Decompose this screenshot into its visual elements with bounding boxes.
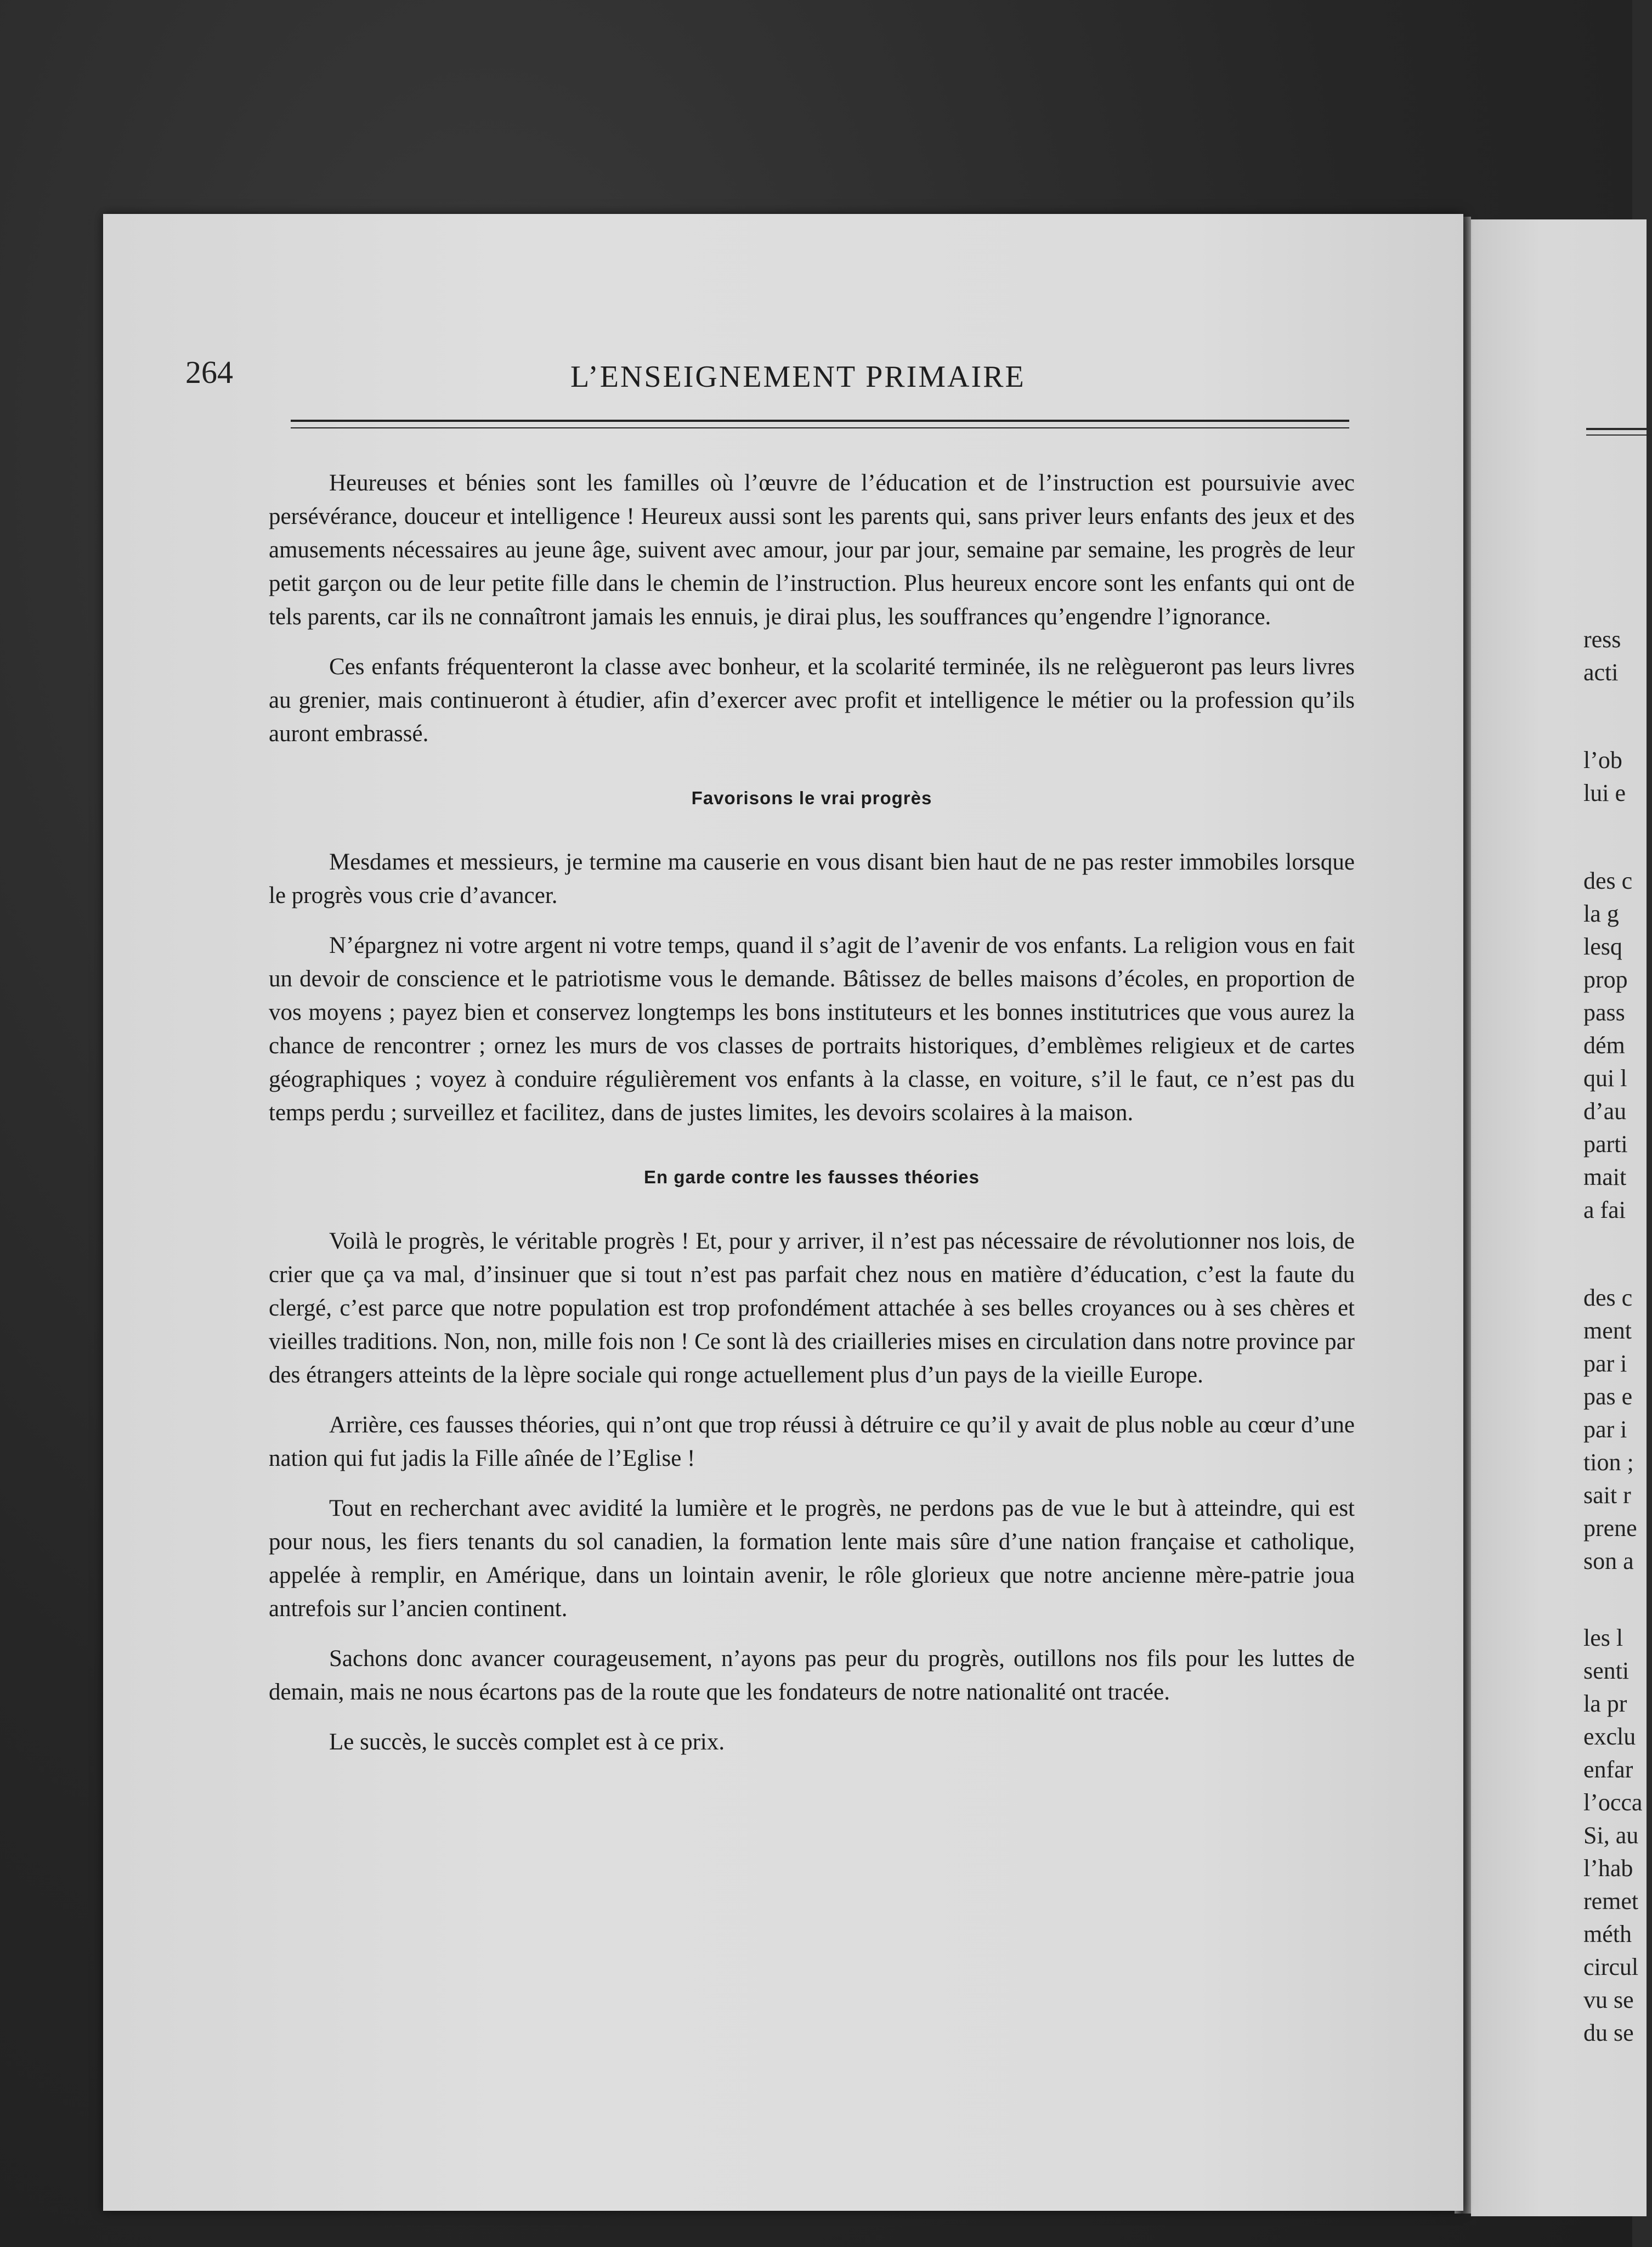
facing-page-line: lesq [1583,933,1622,960]
facing-page-rule [1586,428,1652,436]
facing-page-line: des c [1583,867,1633,894]
facing-page-line: dém [1583,1032,1625,1059]
facing-page-line: remet [1583,1888,1639,1915]
facing-page-line: prene [1583,1515,1637,1542]
facing-page-line: prop [1583,966,1628,993]
facing-page-line: parti [1583,1131,1628,1158]
page-body [269,466,1355,1775]
facing-page-line: les l [1583,1624,1623,1651]
facing-page-line: acti [1583,659,1619,686]
facing-page-line: a fai [1583,1196,1626,1223]
paragraph-3: Mesdames et messieurs, je termine ma causerie en vous disant bien haut de ne pas rester immobiles lorsque le progrès vous crie d’avancer. [269,849,1355,908]
facing-page-line: sait r [1583,1482,1631,1509]
paragraph-4: N’épargnez ni votre argent ni votre temps, quand il s’agit de l’avenir de vos enfants. La religion vous en fait un devoir de conscience et le patriotisme vous le demande. Bâtissez de belles maisons d’écoles, en proportion de vos moyens ; payez bien et conservez longtemps les bons instituteurs et les bonnes institutrices que vous aurez la chance de rencontrer ; ornez les murs de vos classes de portraits historiques, d’emblèmes religieux et de cartes géographiques ; voyez à conduire régulièrement vos enfants à la classe, en voiture, s’il le faut, ce n’est pas du temps perdu ; surveillez et facilitez, dans de justes limites, les devoirs scolaires à la maison. [269,933,1355,1126]
facing-page-line: pass [1583,999,1625,1026]
facing-page-line: pas e [1583,1383,1633,1410]
paragraph-9: Le succès, le succès complet est à ce prix. [329,1729,725,1755]
section-heading-2: En garde contre les fausses théories [644,1167,980,1187]
facing-page-line: lui e [1583,780,1626,806]
paragraph-6: Arrière, ces fausses théories, qui n’ont que trop réussi à détruire ce qu’il y avait de plus noble au cœur d’une nation qui fut jadis la Fille aînée de l’Eglise ! [269,1412,1355,1471]
paragraph-5: Voilà le progrès, le véritable progrès ! Et, pour y arriver, il n’est pas nécessaire de révolutionner nos lois, de crier que ça va mal, d’insinuer que si tout n’est pas parfait chez nous en matière d’éducation, c’est la faute du clergé, c’est parce que notre population est trop profondément attachée à ses belles croyances ou à ses chères et vieilles traditions. Non, non, mille fois non ! Ce sont là des criailleries mises en circulation dans notre province par des étrangers atteints de la lèpre sociale qui ronge actuellement plus d’un pays de la vieille Europe. [269,1228,1355,1388]
facing-page-line: par i [1583,1416,1627,1443]
paragraph-7: Tout en recherchant avec avidité la lumière et le progrès, ne perdons pas de vue le but à atteindre, qui est pour nous, les fiers tenants du sol canadien, la formation lente mais sûre d’une nation française et catholique, appelée à remplir, en Amérique, dans un lointain avenir, le rôle glorieux que notre ancienne mère-patrie joua antrefois sur l’ancien continent. [269,1495,1355,1622]
facing-page-line: méth [1583,1921,1632,1947]
facing-page [1471,219,1647,2216]
facing-page-line: ress [1583,626,1621,653]
facing-page-line: la pr [1583,1690,1627,1717]
facing-page-line: d’au [1583,1098,1627,1125]
facing-page-line: exclu [1583,1723,1636,1750]
running-head: L’ENSEIGNEMENT PRIMAIRE [570,360,1026,394]
facing-page-line: Si, au [1583,1822,1639,1849]
facing-page-line: la g [1583,900,1619,927]
facing-page-line: tion ; [1583,1449,1634,1476]
facing-page-line: des c [1583,1284,1633,1311]
facing-page-line: l’ob [1583,747,1622,774]
header-rule [291,420,1349,428]
facing-page-line: son a [1583,1548,1634,1574]
facing-page-line: mait [1583,1164,1627,1190]
facing-page-line: du se [1583,2019,1634,2046]
facing-page-line: par i [1583,1350,1627,1377]
facing-page-line: circul [1583,1954,1639,1980]
page-number: 264 [185,354,233,390]
facing-page-line: l’occa [1583,1789,1643,1816]
facing-page-line: l’hab [1583,1855,1633,1882]
paragraph-2: Ces enfants fréquenteront la classe avec bonheur, et la scolarité terminée, ils ne relègueront pas leurs livres au grenier, mais continueront à étudier, afin d’exercer avec profit et intelligence le métier ou la profession qu’ils auront embrassé. [269,654,1355,747]
paragraph-1: Heureuses et bénies sont les familles où l’œuvre de l’éducation et de l’instruction est poursuivie avec persévérance, douceur et intelligence ! Heureux aussi sont les parents qui, sans priver leurs enfants des jeux et des amusements nécessaires au jeune âge, suivent avec amour, jour par jour, semaine par semaine, les progrès de leur petit garçon ou de leur petite fille dans le chemin de l’instruction. Plus heureux encore sont les enfants qui ont de tels parents, car ils ne connaîtront jamais les ennuis, je dirai plus, les souffrances qu’engendre l’ignorance. [269,470,1355,630]
facing-page-line: enfar [1583,1756,1633,1783]
facing-page-line: ment [1583,1317,1632,1344]
facing-page-line: senti [1583,1657,1630,1684]
paragraph-8: Sachons donc avancer courageusement, n’ayons pas peur du progrès, outillons nos fils pour les luttes de demain, mais ne nous écartons pas de la route que les fondateurs de notre nationalité ont tracée. [269,1646,1355,1705]
section-heading-1: Favorisons le vrai progrès [691,788,932,808]
facing-page-line: vu se [1583,1986,1634,2013]
facing-page-line: qui l [1583,1065,1627,1092]
